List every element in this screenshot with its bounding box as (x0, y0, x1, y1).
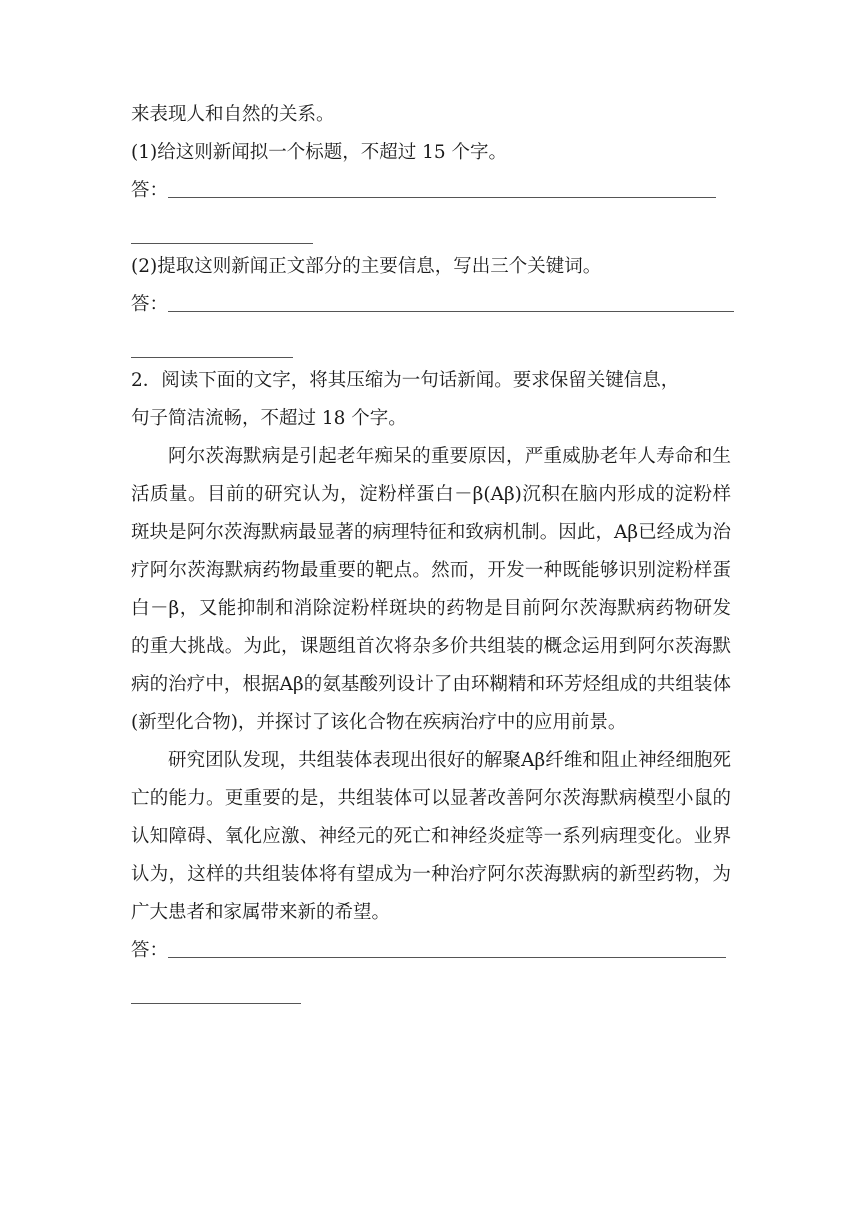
answer-label: 答： (131, 294, 169, 315)
answer-blank-line[interactable] (168, 196, 716, 198)
question-2-prompt-line-1: 2．阅读下面的文字，将其压缩为一句话新闻。要求保留关键信息， (131, 370, 680, 391)
answer-blank-continuation[interactable] (131, 210, 731, 248)
question-1-sub-1: (1)给这则新闻拟一个标题，不超过 15 个字。 (131, 142, 508, 163)
question-2-prompt-line-2: 句子简洁流畅，不超过 18 个字。 (131, 408, 407, 429)
document-page (131, 96, 731, 1008)
answer-row-1 (131, 172, 731, 210)
answer-row-2 (131, 286, 731, 324)
intro-tail-text: 来表现人和自然的关系。 (131, 104, 335, 125)
passage-paragraph-1: 阿尔茨海默病是引起老年痴呆的重要原因，严重威胁老年人寿命和生活质量。目前的研究认为，淀粉样蛋白－β(Aβ)沉积在脑内形成的淀粉样斑块是阿尔茨海默病最显著的病理特征和致病机制。因此，Aβ已经成为治疗阿尔茨海默病药物最重要的靶点。然而，开发一种既能够识别淀粉样蛋白－β，又能抑制和消除淀粉样斑块的药物是目前阿尔茨海默病药物研发的重大挑战。为此，课题组首次将杂多价共组装的概念运用到阿尔茨海默病的治疗中，根据Aβ的氨基酸列设计了由环糊精和环芳烃组成的共组装体(新型化合物)，并探讨了该化合物在疾病治疗中的应用前景。 (131, 446, 731, 733)
answer-blank-line[interactable] (168, 310, 734, 312)
answer-label: 答： (131, 180, 169, 201)
answer-blank-continuation[interactable] (131, 324, 731, 362)
answer-label: 答： (131, 940, 169, 961)
passage-paragraph-2: 研究团队发现，共组装体表现出很好的解聚Aβ纤维和阻止神经细胞死亡的能力。更重要的是，共组装体可以显著改善阿尔茨海默病模型小鼠的认知障碍、氧化应激、神经元的死亡和神经炎症等一系列病理变化。业界认为，这样的共组装体将有望成为一种治疗阿尔茨海默病的新型药物，为广大患者和家属带来新的希望。 (131, 750, 731, 923)
answer-blank-continuation[interactable] (131, 970, 731, 1008)
answer-row-3 (131, 932, 731, 970)
answer-blank-line[interactable] (168, 956, 726, 958)
question-1-sub-2: (2)提取这则新闻正文部分的主要信息，写出三个关键词。 (131, 256, 602, 277)
